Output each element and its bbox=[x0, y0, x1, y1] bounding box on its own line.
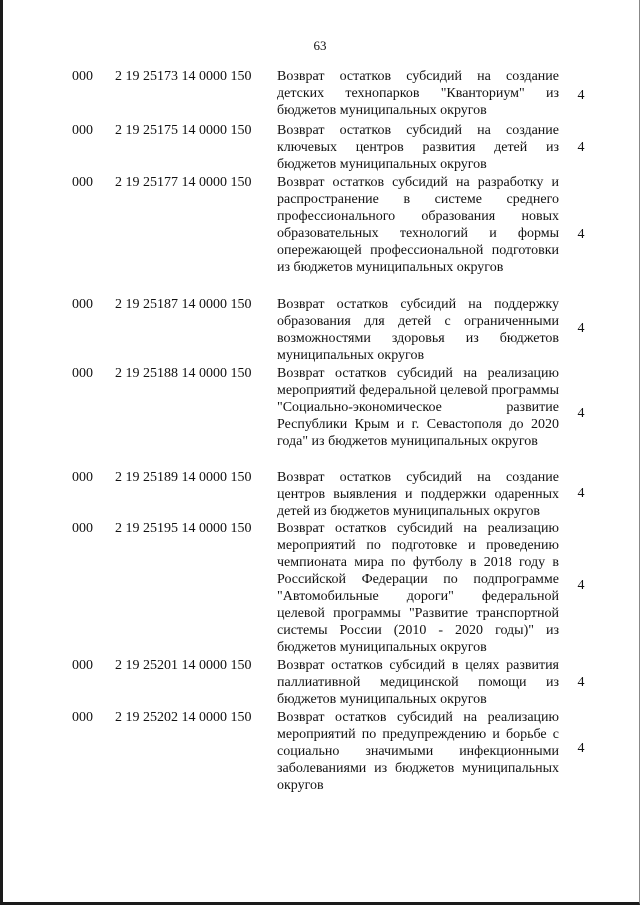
revenue-name: Возврат остатков субсидий на реализацию мероприятий по предупреждению и борьбе с социально значимыми инфекционными заболеваниями из бюджетов муниципальных округов bbox=[277, 710, 559, 793]
norm-value: 4 bbox=[577, 675, 585, 690]
norm-value: 4 bbox=[577, 578, 585, 593]
budget-code: 2 19 25202 14 0000 150 bbox=[115, 710, 252, 725]
budget-code: 2 19 25201 14 0000 150 bbox=[115, 658, 252, 673]
norm-value: 4 bbox=[577, 140, 585, 155]
norm-value: 4 bbox=[577, 406, 585, 421]
budget-code: 2 19 25188 14 0000 150 bbox=[115, 366, 252, 381]
budget-code: 2 19 25177 14 0000 150 bbox=[115, 175, 252, 190]
admin-code: 000 bbox=[72, 521, 93, 536]
revenue-name: Возврат остатков субсидий на создание центров выявления и поддержки одаренных детей из бюджетов муниципальных округов bbox=[277, 470, 559, 519]
revenue-name: Возврат остатков субсидий на создание детских технопарков "Кванториум" из бюджетов муниципальных округов bbox=[277, 69, 559, 118]
page-number: 63 bbox=[313, 38, 327, 53]
revenue-name: Возврат остатков субсидий на реализацию мероприятий федеральной целевой программы "Социально-экономическое развитие Республики Крым и г. Севастополя до 2020 года" из бюджетов муниципальных округов bbox=[277, 366, 559, 449]
norm-value: 4 bbox=[577, 486, 585, 501]
admin-code: 000 bbox=[72, 366, 93, 381]
budget-code: 2 19 25189 14 0000 150 bbox=[115, 470, 252, 485]
budget-code: 2 19 25173 14 0000 150 bbox=[115, 69, 252, 84]
norm-value: 4 bbox=[577, 227, 585, 242]
admin-code: 000 bbox=[72, 69, 93, 84]
admin-code: 000 bbox=[72, 175, 93, 190]
norm-value: 4 bbox=[577, 88, 585, 103]
revenue-name: Возврат остатков субсидий в целях развития паллиативной медицинской помощи из бюджетов муниципальных округов bbox=[277, 658, 559, 707]
revenue-name: Возврат остатков субсидий на поддержку образования для детей с ограниченными возможностями здоровья из бюджетов муниципальных округов bbox=[277, 297, 559, 363]
revenue-name: Возврат остатков субсидий на реализацию мероприятий по подготовке и проведению чемпионата мира по футболу в 2018 году в Российской Федерации по подпрограмме "Автомобильные дороги" федеральной целевой программы "Развитие транспортной системы России (2010 - 2020 годы)" из бюджетов муниципальных округов bbox=[277, 521, 559, 655]
budget-code: 2 19 25187 14 0000 150 bbox=[115, 297, 252, 312]
norm-value: 4 bbox=[577, 741, 585, 756]
revenue-name: Возврат остатков субсидий на разработку и распространение в системе среднего профессионального образования новых образовательных технологий и формы опережающей профессиональной подготовки из бюджетов муниципальных округов bbox=[277, 175, 559, 275]
admin-code: 000 bbox=[72, 123, 93, 138]
norm-value: 4 bbox=[577, 321, 585, 336]
revenue-name: Возврат остатков субсидий на создание ключевых центров развития детей из бюджетов муниципальных округов bbox=[277, 123, 559, 172]
admin-code: 000 bbox=[72, 470, 93, 485]
budget-code: 2 19 25175 14 0000 150 bbox=[115, 123, 252, 138]
admin-code: 000 bbox=[72, 710, 93, 725]
budget-code: 2 19 25195 14 0000 150 bbox=[115, 521, 252, 536]
admin-code: 000 bbox=[72, 297, 93, 312]
admin-code: 000 bbox=[72, 658, 93, 673]
